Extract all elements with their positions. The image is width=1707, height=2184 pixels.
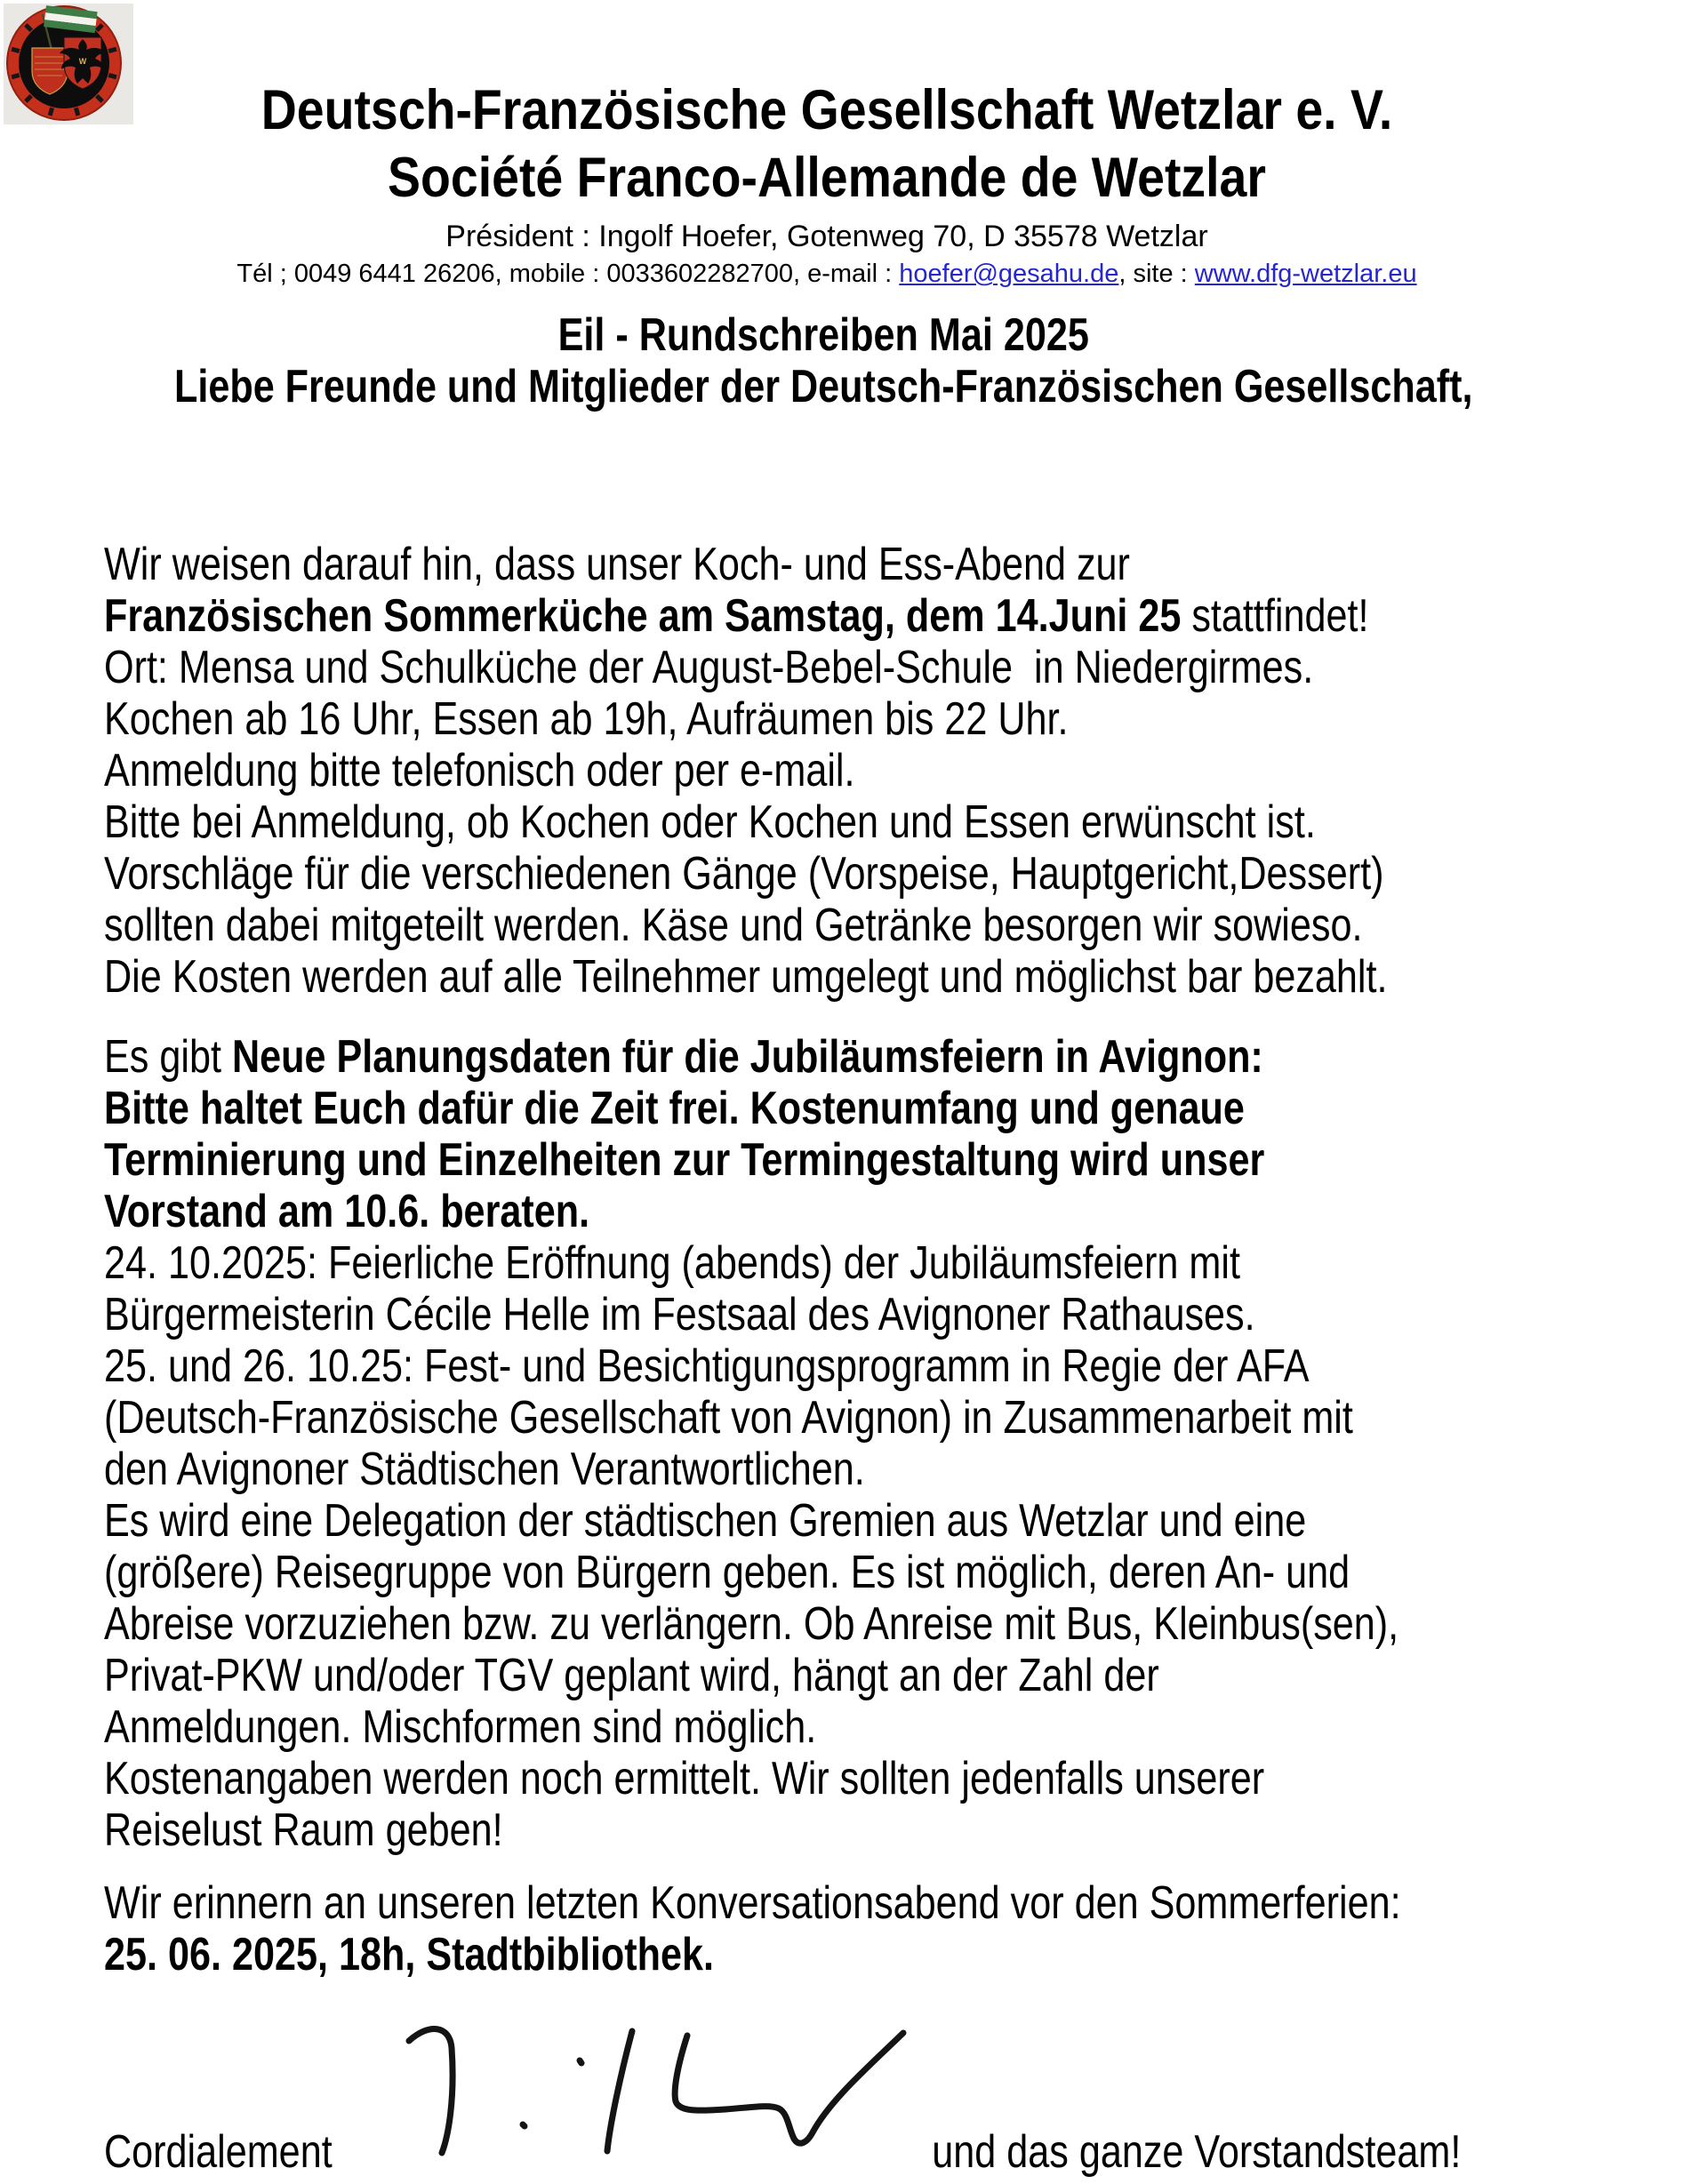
body-text: Es gibt [104, 1031, 232, 1083]
body-line: Es wird eine Delegation der städtischen Gremien aus Wetzlar und eine [104, 1495, 1307, 1547]
body-line: Bürgermeisterin Cécile Helle im Festsaal des Avignoner Rathauses. [104, 1289, 1255, 1340]
body-line: Die Kosten werden auf alle Teilnehmer umgelegt und möglichst bar bezahlt. [104, 951, 1388, 1003]
body-line: Anmeldungen. Mischformen sind möglich. [104, 1701, 817, 1753]
body-line [104, 1083, 1543, 1134]
org-name-german: Deutsch-Französische Gesellschaft Wetzlar e. V. [260, 79, 1393, 141]
contact-phone-text: Tél ; 0049 6441 26206, mobile : 0033602282700, e-mail : [236, 260, 900, 288]
salutation: Liebe Freunde und Mitglieder der Deutsch-Französischen Gesellschaft, [173, 361, 1473, 412]
email-link[interactable]: hoefer@gesahu.de [899, 260, 1119, 288]
subject-title: Eil - Rundschreiben Mai 2025 [557, 309, 1089, 361]
body-line: Anmeldung bitte telefonisch oder per e-mail. [104, 745, 855, 796]
body-line: Vorschläge für die verschiedenen Gänge (Vorspeise, Hauptgericht,Dessert) [104, 848, 1384, 900]
body-line: Wir erinnern an unseren letzten Konversationsabend vor den Sommerferien: [104, 1877, 1401, 1929]
wetzlar-crest-icon [4, 4, 137, 130]
body-text: stattfindet! [1181, 590, 1369, 642]
body-line [104, 1134, 1543, 1186]
conversation-date-bold: 25. 06. 2025, 18h, Stadtbibliothek. [104, 1929, 715, 1980]
body-line: Ort: Mensa und Schulküche der August-Bebel-Schule in Niedergirmes. [104, 642, 1314, 693]
paragraph-avignon-jubilee [104, 1031, 1543, 1856]
body-line: (Deutsch-Französische Gesellschaft von Avignon) in Zusammenarbeit mit [104, 1392, 1353, 1444]
svg-text:W: W [78, 57, 87, 66]
letterhead [124, 76, 1529, 292]
body-line: Privat-PKW und/oder TGV geplant wird, hängt an der Zahl der [104, 1650, 1159, 1701]
body-line [104, 1186, 1543, 1237]
subject-block [104, 309, 1543, 412]
body-line [104, 1929, 1543, 1980]
org-name-french: Société Franco-Allemande de Wetzlar [388, 147, 1266, 209]
body-line: (größere) Reisegruppe von Bürgern geben. Es ist möglich, deren An- und [104, 1547, 1350, 1598]
closing-team: und das ganze Vorstandsteam! [932, 2126, 1462, 2178]
body-line [104, 590, 1543, 642]
body-line: Kochen ab 16 Uhr, Essen ab 19h, Aufräumen bis 22 Uhr. [104, 693, 1069, 745]
contact-site-text: , site : [1118, 260, 1195, 288]
announcement-bold: Neue Planungsdaten für die Jubiläumsfeiern in Avignon: [231, 1031, 1263, 1083]
body-line: Bitte bei Anmeldung, ob Kochen oder Kochen und Essen erwünscht ist. [104, 796, 1316, 848]
club-crest-logo [4, 4, 137, 134]
event-date-bold: Französischen Sommerküche am Samstag, dem 14.Juni 25 [104, 590, 1182, 642]
body-line: 25. und 26. 10.25: Fest- und Besichtigungsprogramm in Regie der AFA [104, 1340, 1310, 1392]
website-link[interactable]: www.dfg-wetzlar.eu [1194, 260, 1417, 288]
body-line: sollten dabei mitgeteilt werden. Käse und Getränke besorgen wir sowieso. [104, 900, 1363, 951]
announcement-bold: Terminierung und Einzelheiten zur Termingestaltung wird unser [104, 1134, 1265, 1186]
body-line: 24. 10.2025: Feierliche Eröffnung (abends) der Jubiläumsfeiern mit [104, 1237, 1240, 1289]
body-line: Kostenangaben werden noch ermittelt. Wir sollten jedenfalls unserer [104, 1753, 1265, 1804]
body-line: Reiselust Raum geben! [104, 1804, 503, 1856]
body-line [104, 1031, 1543, 1083]
paragraph-cooking-evening [104, 539, 1543, 1003]
announcement-bold: Vorstand am 10.6. beraten. [104, 1186, 590, 1237]
body-line: den Avignoner Städtischen Verantwortlichen. [104, 1444, 865, 1495]
body-line: Wir weisen darauf hin, dass unser Koch- und Ess-Abend zur [104, 539, 1130, 590]
closing-word: Cordialement [104, 2126, 333, 2178]
announcement-bold: Bitte haltet Euch dafür die Zeit frei. Kostenumfang und genaue [104, 1083, 1245, 1134]
paragraph-conversation-evening [104, 1877, 1543, 1980]
closing-line [104, 2126, 1543, 2178]
contact-line [124, 256, 1529, 292]
president-line: Président : Ingolf Hoefer, Gotenweg 70, D 35578 Wetzlar [445, 220, 1208, 253]
body-line: Abreise vorzuziehen bzw. zu verlängern. Ob Anreise mit Bus, Kleinbus(sen), [104, 1598, 1399, 1650]
